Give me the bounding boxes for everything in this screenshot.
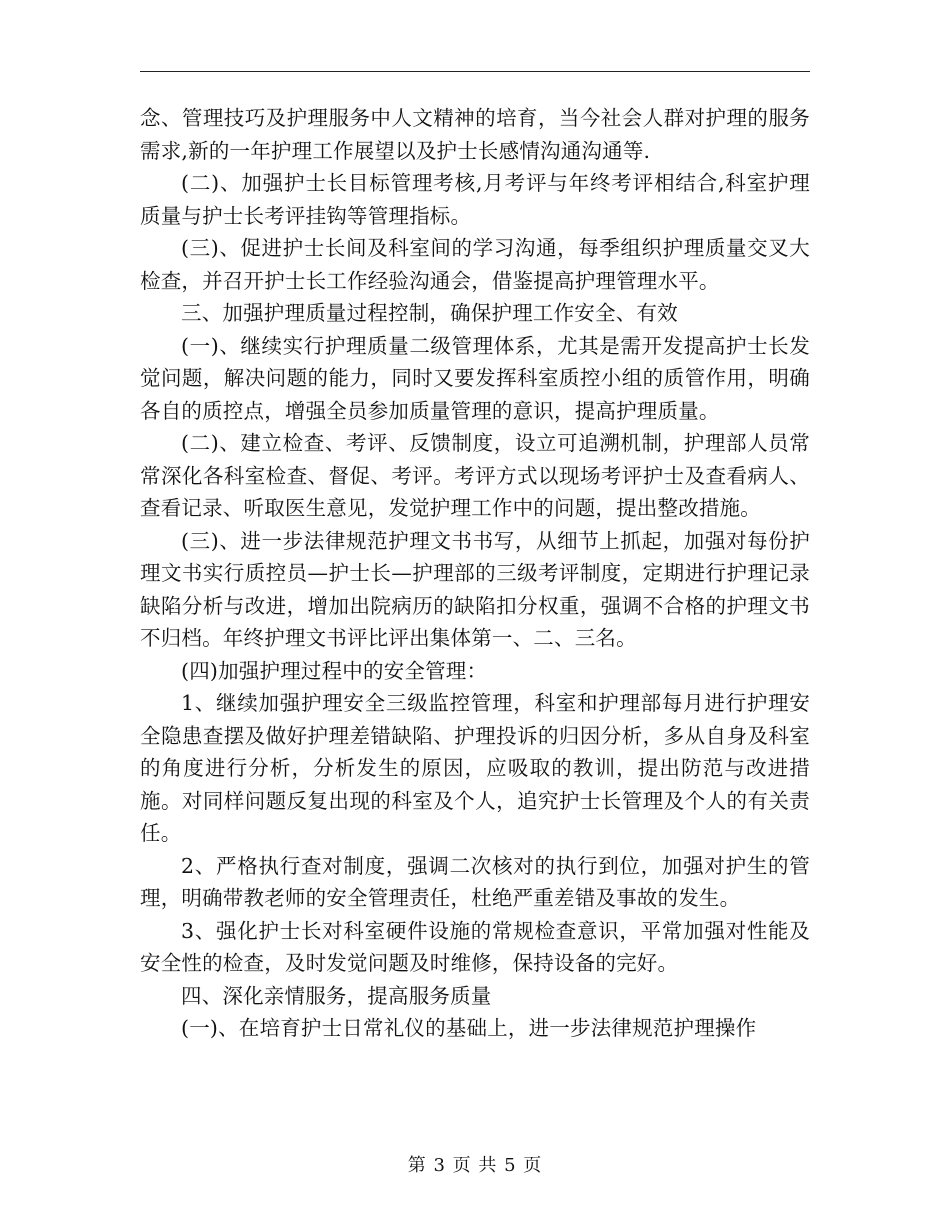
header-rule <box>140 71 810 72</box>
body-paragraph: 念、管理技巧及护理服务中人文精神的培育，当今社会人群对护理的服务需求,新的一年护理工作展望以及护士长感情沟通沟通等. <box>140 106 810 163</box>
document-body <box>140 102 810 1045</box>
body-paragraph: 2、严格执行查对制度，强调二次核对的执行到位，加强对护生的管理，明确带教老师的安全管理责任，杜绝严重差错及事故的发生。 <box>140 853 810 910</box>
body-paragraph: (四)加强护理过程中的安全管理： <box>181 658 488 683</box>
body-paragraph: (一)、在培育护士日常礼仪的基础上，进一步法律规范护理操作 <box>181 1016 757 1040</box>
body-paragraph: 3、强化护士长对科室硬件设施的常规检查意识，平常加强对性能及安全性的检查，及时发觉问题及时维修，保持设备的完好。 <box>140 918 810 975</box>
body-paragraph: (一)、继续实行护理质量二级管理体系，尤其是需开发提高护士长发觉问题，解决问题的能力，同时又要发挥科室质控小组的质管作用，明确各自的质控点，增强全员参加质量管理的意识，提高护理质量。 <box>140 333 810 423</box>
body-paragraph: 1、继续加强护理安全三级监控管理，科室和护理部每月进行护理安全隐患查摆及做好护理差错缺陷、护理投诉的归因分析，多从自身及科室的角度进行分析，分析发生的原因，应吸取的教训，提出防范与改进措施。对同样问题反复出现的科室及个人，追究护士长管理及个人的有关责任。 <box>140 691 810 845</box>
body-paragraph: 四、深化亲情服务，提高服务质量 <box>181 983 492 1008</box>
body-paragraph: 三、加强护理质量过程控制，确保护理工作安全、有效 <box>181 301 678 325</box>
body-paragraph: (二)、加强护士长目标管理考核,月考评与年终考评相结合,科室护理质量与护士长考评挂钩等管理指标。 <box>140 171 810 228</box>
body-paragraph: (三)、促进护士长间及科室间的学习沟通，每季组织护理质量交叉大检查，并召开护士长工作经验沟通会，借鉴提高护理管理水平。 <box>140 236 810 293</box>
body-paragraph: (三)、进一步法律规范护理文书书写，从细节上抓起，加强对每份护理文书实行质控员—护士长—护理部的三级考评制度，定期进行护理记录缺陷分析与改进，增加出院病历的缺陷扣分权重，强调不合格的护理文书不归档。年终护理文书评比评出集体第一、二、三名。 <box>140 528 810 650</box>
body-paragraph: (二)、建立检查、考评、反馈制度，设立可追溯机制，护理部人员常常深化各科室检查、督促、考评。考评方式以现场考评护士及查看病人、查看记录、听取医生意见，发觉护理工作中的问题，提出整改措施。 <box>140 431 810 520</box>
page-footer: 第 3 页 共 5 页 <box>407 1155 543 1176</box>
